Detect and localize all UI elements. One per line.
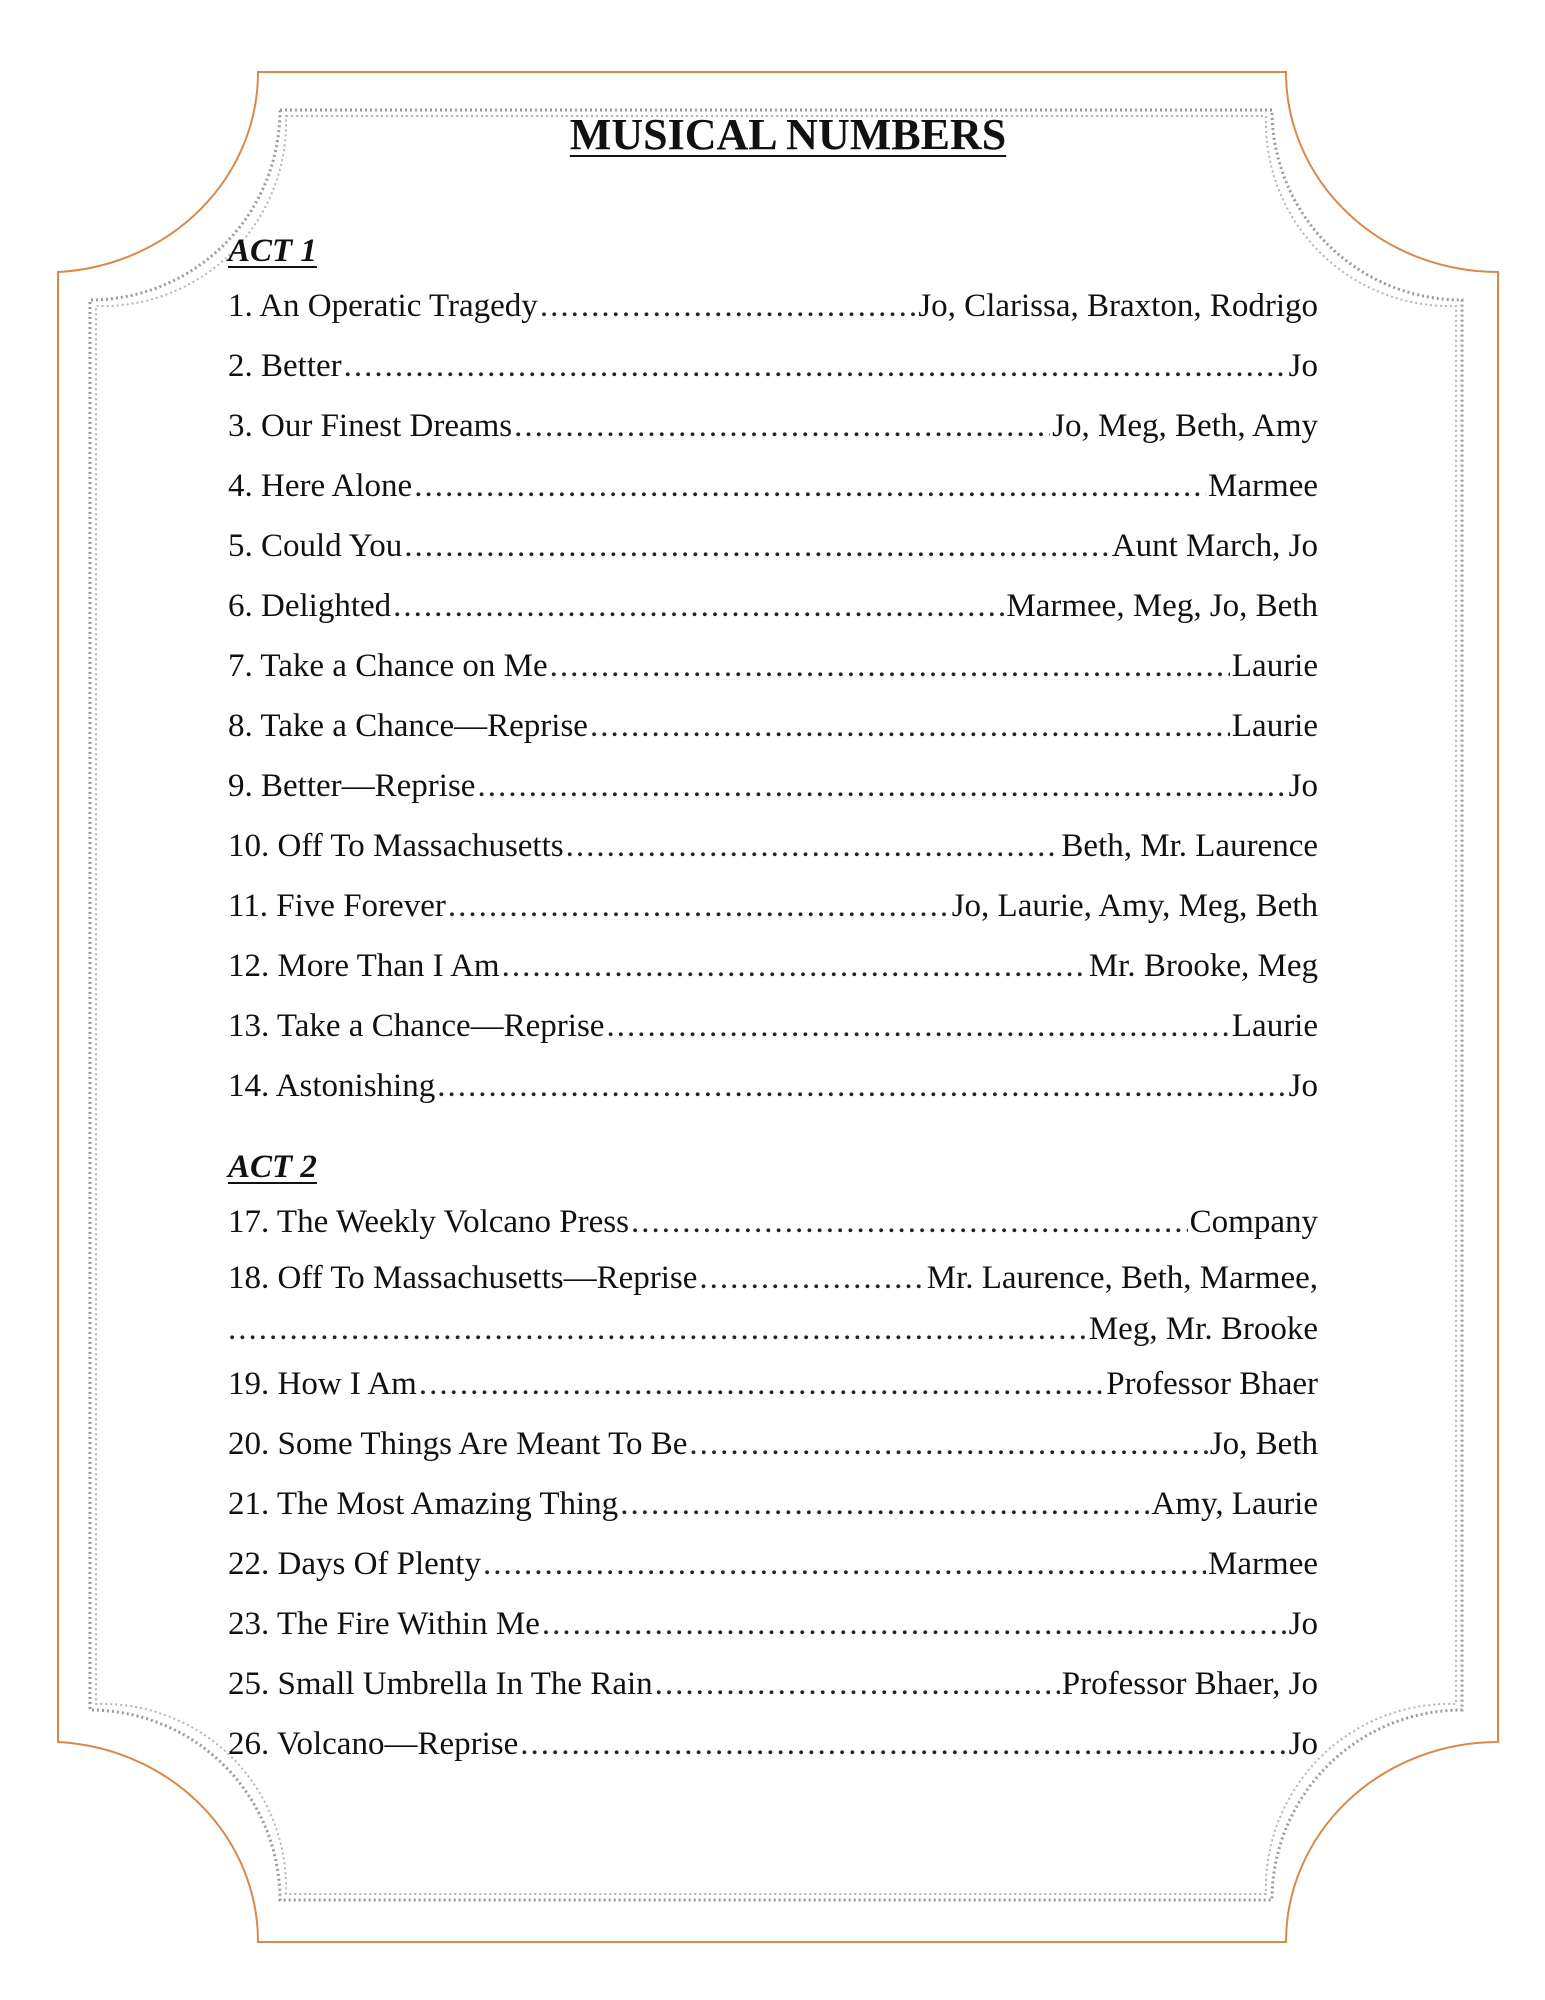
song-cast: Jo, Laurie, Amy, Meg, Beth [951,888,1318,924]
song-title: More Than I Am [277,948,500,984]
song-entry [228,456,1318,516]
song-cast: Marmee, Meg, Jo, Beth [1006,588,1318,624]
song-cast: Jo [1288,1606,1318,1642]
dot-leader [419,1354,1104,1414]
dot-leader [699,1252,924,1304]
song-entry [228,876,1318,936]
dot-leader [437,1056,1286,1116]
act-1-heading: ACT 1 [228,233,317,269]
song-cast: Jo, Clarissa, Braxton, Rodrigo [918,288,1318,324]
song-number: 8. [228,708,261,744]
song-number: 4. [228,468,261,504]
dot-leader [606,996,1229,1056]
song-title: How I Am [277,1366,417,1402]
act-1-song-list [228,276,1328,1116]
song-cast: Amy, Laurie [1151,1486,1318,1522]
song-title: The Fire Within Me [276,1606,540,1642]
song-cast: Aunt March, Jo [1111,528,1318,564]
song-entry [228,696,1318,756]
song-number: 14. [228,1068,276,1104]
song-title: Take a Chance on Me [260,648,548,684]
song-entry [228,1056,1318,1116]
song-entry [228,756,1318,816]
song-entry [228,1474,1318,1534]
song-title: Some Things Are Meant To Be [277,1426,688,1462]
song-title: Astonishing [275,1068,436,1104]
dot-leader [514,396,1050,456]
song-entry [228,336,1318,396]
song-title: The Most Amazing Thing [276,1486,619,1522]
song-number: 21. [228,1486,277,1522]
song-title: Small Umbrella In The Rain [277,1666,653,1702]
song-number: 13. [228,1008,277,1044]
program-page [228,100,1328,1774]
song-entry [228,396,1318,456]
song-number: 17. [228,1204,277,1240]
song-entry [228,936,1318,996]
song-number: 22. [228,1546,278,1582]
dot-leader [483,1534,1206,1594]
song-title: Five Forever [276,888,446,924]
song-entry [228,1714,1318,1774]
song-number: 11. [228,888,277,924]
song-title: The Weekly Volcano Press [276,1204,629,1240]
song-number: 18. [228,1260,278,1296]
song-cast: Mr. Brooke, Meg [1088,948,1318,984]
song-title: An Operatic Tragedy [259,288,538,324]
song-entry [228,1534,1318,1594]
dot-leader [689,1414,1207,1474]
song-entry [228,516,1318,576]
act-2-heading: ACT 2 [228,1149,317,1185]
song-number: 25. [228,1666,278,1702]
song-title: Off To Massachusetts [277,828,564,864]
dot-leader [620,1474,1149,1534]
dot-leader [520,1714,1286,1774]
song-title: Better [261,348,342,384]
dot-leader [590,696,1230,756]
song-number: 9. [228,768,261,804]
song-entry [228,1192,1318,1252]
song-cast: Marmee [1208,1546,1318,1582]
song-entry [228,1414,1318,1474]
song-number: 26. [228,1726,277,1762]
song-cast: Jo [1288,768,1318,804]
song-number: 7. [228,648,261,684]
dot-leader [655,1654,1060,1714]
song-cast: Jo [1288,348,1318,384]
song-cast: Jo, Meg, Beth, Amy [1052,408,1318,444]
song-entry-continuation [228,1304,1318,1354]
dot-leader [414,456,1206,516]
song-title: Volcano—Reprise [276,1726,519,1762]
dot-leader [566,816,1060,876]
song-cast: Laurie [1231,708,1318,744]
dot-leader [550,636,1230,696]
song-number: 1. [228,288,260,324]
song-title: Could You [261,528,403,564]
song-title: Take a Chance—Reprise [260,708,588,744]
dot-leader [228,1304,1087,1354]
song-cast: Laurie [1231,1008,1318,1044]
song-cast: Marmee [1208,468,1318,504]
song-title: Days Of Plenty [277,1546,481,1582]
dot-leader [404,516,1110,576]
song-entry [228,576,1318,636]
dot-leader [344,336,1287,396]
song-cast: Company [1189,1204,1318,1240]
dot-leader [393,576,1004,636]
song-entry [228,1594,1318,1654]
song-entry [228,1654,1318,1714]
song-cast: Professor Bhaer, Jo [1061,1666,1318,1702]
song-entry [228,276,1318,336]
dot-leader [542,1594,1287,1654]
page-title: MUSICAL NUMBERS [569,110,1007,159]
song-title: Here Alone [261,468,413,504]
song-title: Delighted [261,588,392,624]
song-entry [228,996,1318,1056]
song-title: Better—Reprise [261,768,476,804]
song-number: 10. [228,828,278,864]
song-number: 12. [228,948,278,984]
song-entry [228,1252,1318,1304]
song-cast: Jo [1288,1068,1318,1104]
song-title: Take a Chance—Reprise [276,1008,605,1044]
song-cast: Jo [1288,1726,1318,1762]
song-entry [228,1354,1318,1414]
song-cast: Mr. Laurence, Beth, Marmee, [926,1260,1318,1296]
song-number: 3. [228,408,261,444]
song-cast: Laurie [1231,648,1318,684]
dot-leader [540,276,917,336]
dot-leader [477,756,1286,816]
song-entry [228,636,1318,696]
dot-leader [631,1192,1188,1252]
song-number: 2. [228,348,261,384]
song-cast-continued: Meg, Mr. Brooke [1088,1311,1318,1347]
act-2-song-list [228,1192,1328,1774]
song-number: 23. [228,1606,277,1642]
song-title: Our Finest Dreams [261,408,513,444]
dot-leader [502,936,1087,996]
song-number: 20. [228,1426,278,1462]
song-number: 19. [228,1366,278,1402]
song-number: 6. [228,588,261,624]
song-entry [228,816,1318,876]
song-cast: Jo, Beth [1209,1426,1318,1462]
song-number: 5. [228,528,261,564]
song-cast: Professor Bhaer [1106,1366,1318,1402]
dot-leader [448,876,950,936]
song-title: Off To Massachusetts—Reprise [277,1260,698,1296]
song-cast: Beth, Mr. Laurence [1061,828,1318,864]
